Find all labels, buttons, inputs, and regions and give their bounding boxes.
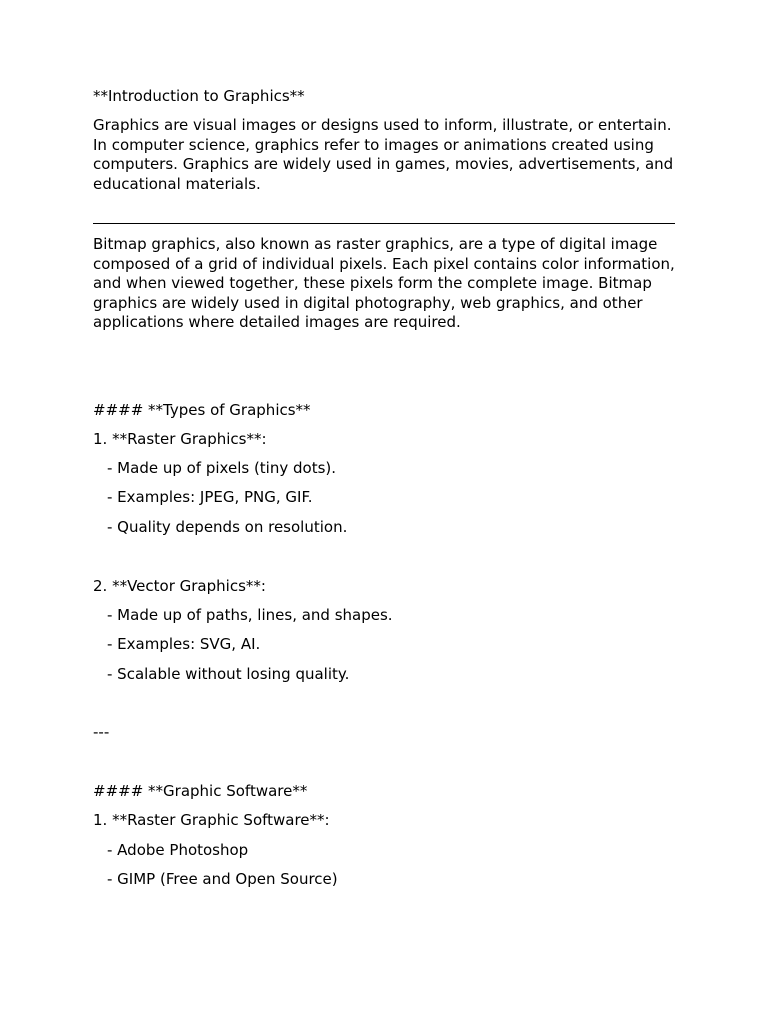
list-item: - Adobe Photoshop [107,841,249,859]
list-item: - Examples: SVG, AI. [107,635,261,653]
types-heading: #### **Types of Graphics** [93,401,311,419]
intro-paragraph: Graphics are visual images or designs used to inform, illustrate, or entertain. In computer science, graphics refer to images or animations created using computers. Graphics are widely used in games, movies, advertisements, and educational materials. [93,116,674,193]
horizontal-rule [93,223,675,224]
list-item: - Examples: JPEG, PNG, GIF. [107,488,313,506]
intro-heading: **Introduction to Graphics** [93,87,305,105]
list-item: - Quality depends on resolution. [107,518,348,536]
list-item: - Made up of paths, lines, and shapes. [107,606,393,624]
raster-graphics-title: 1. **Raster Graphics**: [93,430,267,448]
vector-graphics-title: 2. **Vector Graphics**: [93,577,266,595]
list-item: - GIMP (Free and Open Source) [107,870,338,888]
raster-software-title: 1. **Raster Graphic Software**: [93,811,330,829]
software-heading: #### **Graphic Software** [93,782,308,800]
bitmap-paragraph: Bitmap graphics, also known as raster graphics, are a type of digital image composed of a grid of individual pixels. Each pixel contains color information, and when viewed together, these pixels form the complete image. Bitmap graphics are widely used in digital photography, web graphics, and other applications where detailed images are required. [93,235,675,331]
list-item: - Made up of pixels (tiny dots). [107,459,337,477]
list-item: - Scalable without losing quality. [107,665,350,683]
separator: --- [93,723,110,741]
